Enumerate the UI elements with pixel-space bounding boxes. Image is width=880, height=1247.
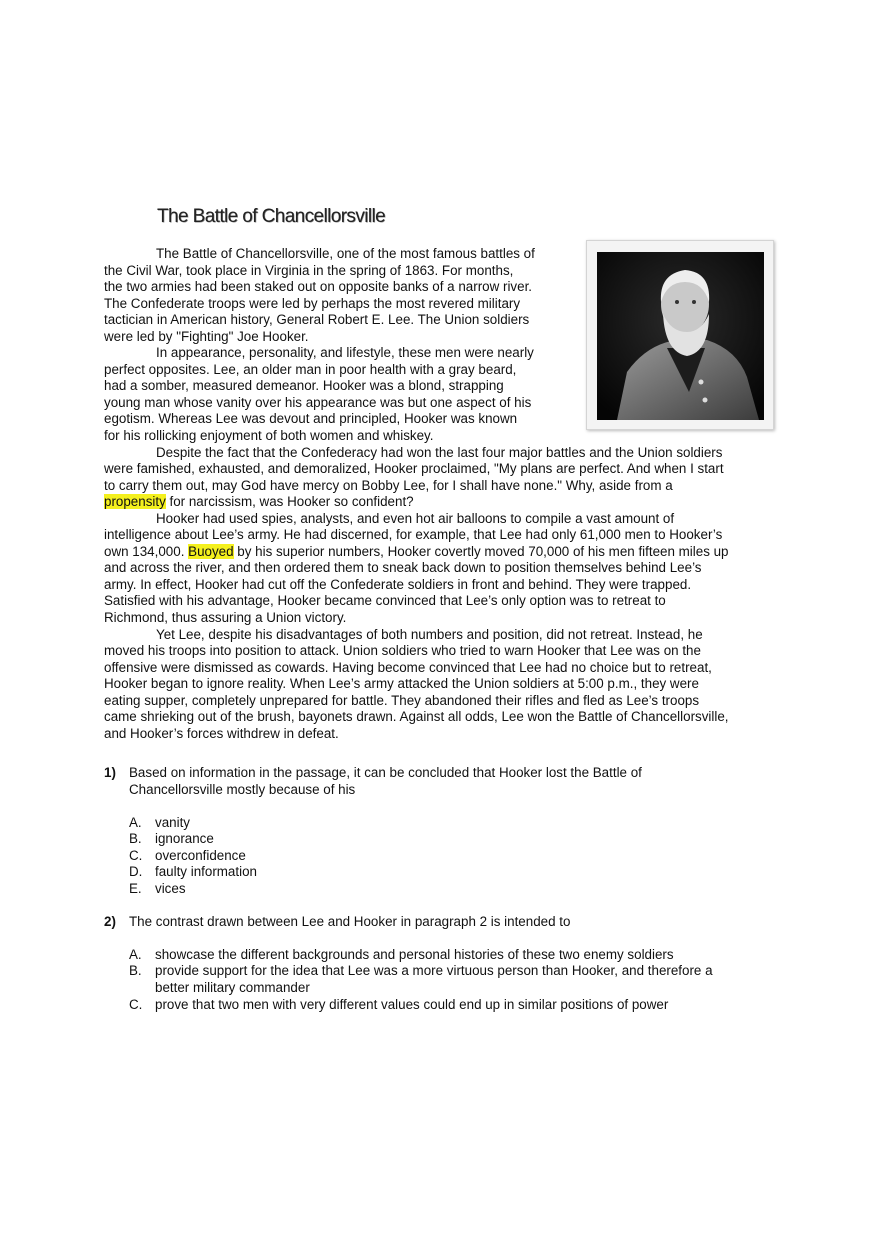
text-segment: own 134,000. (104, 543, 189, 559)
highlighted-word: Buoyed (188, 543, 234, 559)
question-2 (104, 914, 713, 1013)
answer-option-c[interactable] (129, 848, 713, 865)
passage-line (104, 643, 729, 660)
option-text: vices (155, 880, 186, 896)
passage-line (104, 593, 729, 610)
option-text: overconfidence (155, 847, 246, 863)
passage-line (104, 660, 729, 677)
text-segment: intelligence about Lee’s army. He had discerned, for example, that Lee had only 61,000 men to Hooker’s (104, 527, 723, 543)
option-letter: E. (129, 880, 142, 896)
answer-option-d[interactable] (129, 864, 713, 881)
passage-line (104, 461, 729, 478)
text-segment: egotism. Whereas Lee was devout and principled, Hooker was known (104, 411, 518, 427)
passage-line (104, 527, 729, 544)
question-1 (104, 765, 713, 897)
text-segment: the Civil War, took place in Virginia in the spring of 1863. For months, (104, 262, 514, 278)
text-segment: Hooker had used spies, analysts, and even hot air balloons to compile a vast amount of (156, 510, 675, 526)
answer-option-b[interactable] (129, 831, 713, 848)
question-text: Chancellorsville mostly because of his (129, 781, 356, 797)
option-text: vanity (155, 814, 190, 830)
text-segment: tactician in American history, General Robert E. Lee. The Union soldiers (104, 312, 530, 328)
text-segment: Satisfied with his advantage, Hooker became convinced that Lee’s only option was to retreat to (104, 593, 666, 609)
text-segment: were famished, exhausted, and demoralized, Hooker proclaimed, "My plans are perfect. And when I start (104, 461, 724, 477)
answer-option-b[interactable] (129, 963, 713, 996)
text-segment: Yet Lee, despite his disadvantages of both numbers and position, did not retreat. Instead, he (156, 626, 703, 642)
option-text: showcase the different backgrounds and personal histories of these two enemy soldiers (155, 946, 674, 962)
text-segment: and Hooker’s forces withdrew in defeat. (104, 725, 339, 741)
highlighted-word: propensity (104, 494, 166, 510)
text-segment: Despite the fact that the Confederacy had won the last four major battles and the Union soldiers (156, 444, 723, 460)
option-text: prove that two men with very different values could end up in similar positions of power (155, 996, 669, 1012)
text-segment: young man whose vanity over his appearance was but one aspect of his (104, 394, 532, 410)
passage-line (104, 445, 729, 462)
option-letter: A. (129, 814, 142, 830)
text-segment: for his rollicking enjoyment of both women and whiskey. (104, 428, 434, 444)
option-letter: C. (129, 996, 143, 1012)
question-number: 2) (104, 913, 116, 929)
text-segment: The Confederate troops were led by perhaps the most revered military (104, 295, 521, 311)
text-segment: for narcissism, was Hooker so confident? (165, 494, 414, 510)
answer-options (129, 815, 713, 898)
passage-line (104, 693, 729, 710)
passage-line (104, 610, 729, 627)
text-segment: perfect opposites. Lee, an older man in poor health with a gray beard, (104, 361, 517, 377)
text-segment: offensive were dismissed as cowards. Having become convinced that Lee had no choice but to retreat, (104, 659, 712, 675)
text-segment: The Battle of Chancellorsville, one of the most famous battles of (156, 246, 535, 261)
text-segment: were led by "Fighting" Joe Hooker. (104, 328, 309, 344)
portrait-frame (586, 240, 774, 430)
option-text: better military commander (155, 979, 310, 995)
option-text: provide support for the idea that Lee was a more virtuous person than Hooker, and therefore a (155, 963, 713, 979)
option-text: ignorance (155, 831, 214, 847)
text-segment: came shrieking out of the brush, bayonets drawn. Against all odds, Lee won the Battle of Chancellorsville, (104, 709, 729, 725)
option-letter: B. (129, 963, 142, 979)
passage-line (104, 709, 729, 726)
answer-options (129, 947, 713, 1013)
text-segment: army. In effect, Hooker had cut off the Confederate soldiers in front and behind. They were trapped. (104, 576, 692, 592)
document-title: The Battle of Chancellorsville (157, 206, 386, 227)
option-letter: C. (129, 847, 143, 863)
answer-option-a[interactable] (129, 815, 713, 832)
passage-line (104, 428, 729, 445)
question-text: Based on information in the passage, it can be concluded that Hooker lost the Battle of (129, 765, 642, 780)
option-letter: A. (129, 946, 142, 962)
answer-option-c[interactable] (129, 997, 713, 1014)
portrait-image (597, 252, 764, 420)
text-segment: had a somber, measured demeanor. Hooker was a blond, strapping (104, 378, 504, 394)
text-segment: to carry them out, may God have mercy on Bobby Lee, for I shall have none." Why, aside from a (104, 477, 673, 493)
text-segment: by his superior numbers, Hooker covertly moved 70,000 of his men fifteen miles up (233, 543, 729, 559)
text-segment: In appearance, personality, and lifestyle, these men were nearly (156, 345, 534, 361)
passage-line (104, 577, 729, 594)
text-segment: moved his troops into position to attack. Union soldiers who tried to warn Hooker that Lee was on the (104, 643, 701, 659)
option-letter: B. (129, 831, 142, 847)
question-text: The contrast drawn between Lee and Hooker in paragraph 2 is intended to (129, 913, 571, 929)
text-segment: and across the river, and then ordered them to sneak back down to position themselves behind Lee’s (104, 560, 702, 576)
passage-line (104, 544, 729, 561)
text-segment: the two armies had been staked out on opposite banks of a narrow river. (104, 279, 533, 295)
passage-line (104, 478, 729, 495)
text-segment: Richmond, thus assuring a Union victory. (104, 610, 347, 626)
passage-line (104, 726, 729, 743)
answer-option-e[interactable] (129, 881, 713, 898)
passage-line (104, 560, 729, 577)
passage-line (104, 676, 729, 693)
option-letter: D. (129, 864, 143, 880)
text-segment: eating supper, completely unprepared for battle. They abandoned their rifles and fled as Lee’s troops (104, 692, 700, 708)
option-text: faulty information (155, 864, 257, 880)
answer-option-a[interactable] (129, 947, 713, 964)
question-number: 1) (104, 765, 116, 780)
passage-line (104, 627, 729, 644)
passage-line (104, 494, 729, 511)
text-segment: Hooker began to ignore reality. When Lee’s army attacked the Union soldiers at 5:00 p.m., they were (104, 676, 699, 692)
passage-line (104, 511, 729, 528)
questions (104, 765, 713, 1030)
